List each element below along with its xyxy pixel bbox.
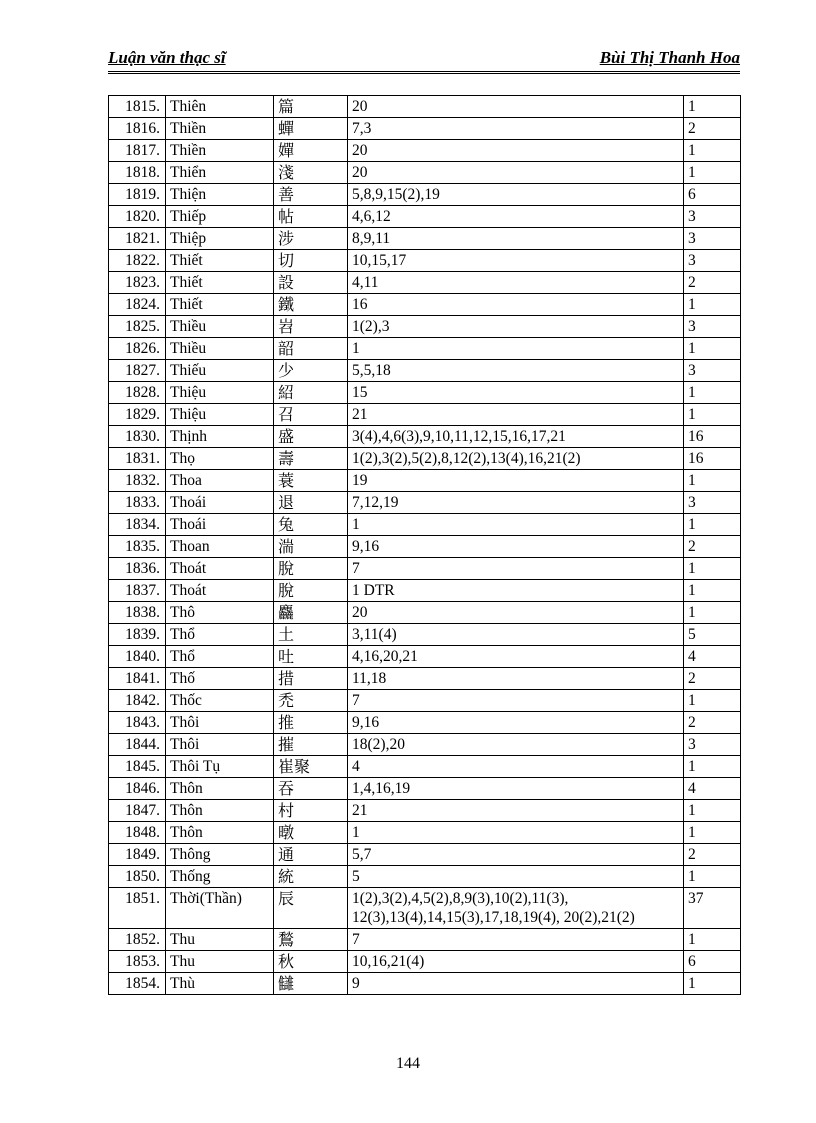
count-cell: 1 xyxy=(684,404,741,426)
row-number-cell: 1837. xyxy=(109,580,166,602)
references-cell: 11,18 xyxy=(348,668,684,690)
header-author-name: Bùi Thị Thanh Hoa xyxy=(599,48,740,67)
table-row xyxy=(109,294,741,316)
references-cell: 1 xyxy=(348,338,684,360)
count-cell: 6 xyxy=(684,184,741,206)
vietnamese-word-cell: Thu xyxy=(166,951,274,973)
vietnamese-word-cell: Thiên xyxy=(166,96,274,118)
references-cell: 15 xyxy=(348,382,684,404)
table-row xyxy=(109,800,741,822)
count-cell: 1 xyxy=(684,338,741,360)
vietnamese-word-cell: Thiền xyxy=(166,140,274,162)
vietnamese-word-cell: Thời(Thần) xyxy=(166,888,274,929)
table-body xyxy=(109,96,741,995)
vietnamese-word-cell: Thoát xyxy=(166,580,274,602)
table-row xyxy=(109,272,741,294)
han-character-cell: 脫 xyxy=(274,558,348,580)
references-cell: 5,5,18 xyxy=(348,360,684,382)
references-cell: 20 xyxy=(348,140,684,162)
table-row xyxy=(109,96,741,118)
han-character-cell: 通 xyxy=(274,844,348,866)
row-number-cell: 1831. xyxy=(109,448,166,470)
vietnamese-word-cell: Thiều xyxy=(166,316,274,338)
header-thesis-title: Luận văn thạc sĩ xyxy=(108,48,226,67)
vietnamese-word-cell: Thu xyxy=(166,929,274,951)
han-character-cell: 帖 xyxy=(274,206,348,228)
row-number-cell: 1836. xyxy=(109,558,166,580)
han-character-cell: 淺 xyxy=(274,162,348,184)
references-cell: 21 xyxy=(348,800,684,822)
table-row xyxy=(109,316,741,338)
row-number-cell: 1844. xyxy=(109,734,166,756)
count-cell: 16 xyxy=(684,426,741,448)
count-cell: 1 xyxy=(684,929,741,951)
han-character-cell: 秋 xyxy=(274,951,348,973)
references-cell: 10,16,21(4) xyxy=(348,951,684,973)
han-character-cell: 崔聚 xyxy=(274,756,348,778)
vietnamese-word-cell: Thiếu xyxy=(166,360,274,382)
table-row xyxy=(109,624,741,646)
han-character-cell: 退 xyxy=(274,492,348,514)
table-row xyxy=(109,360,741,382)
han-character-cell: 兔 xyxy=(274,514,348,536)
vietnamese-word-cell: Thiển xyxy=(166,162,274,184)
row-number-cell: 1838. xyxy=(109,602,166,624)
references-cell: 1(2),3 xyxy=(348,316,684,338)
references-cell: 1,4,16,19 xyxy=(348,778,684,800)
references-cell: 4,16,20,21 xyxy=(348,646,684,668)
vietnamese-word-cell: Thôi xyxy=(166,712,274,734)
row-number-cell: 1839. xyxy=(109,624,166,646)
han-character-cell: 切 xyxy=(274,250,348,272)
han-character-cell: 禿 xyxy=(274,690,348,712)
count-cell: 3 xyxy=(684,360,741,382)
han-character-cell: 湍 xyxy=(274,536,348,558)
count-cell: 1 xyxy=(684,973,741,995)
vietnamese-word-cell: Thiết xyxy=(166,250,274,272)
vietnamese-word-cell: Thiện xyxy=(166,184,274,206)
count-cell: 2 xyxy=(684,536,741,558)
count-cell: 3 xyxy=(684,250,741,272)
han-character-cell: 辰 xyxy=(274,888,348,929)
vietnamese-word-cell: Thôn xyxy=(166,778,274,800)
count-cell: 1 xyxy=(684,866,741,888)
han-character-cell: 韶 xyxy=(274,338,348,360)
row-number-cell: 1822. xyxy=(109,250,166,272)
row-number-cell: 1848. xyxy=(109,822,166,844)
references-cell: 7 xyxy=(348,558,684,580)
vietnamese-word-cell: Thoái xyxy=(166,492,274,514)
han-character-cell: 鶖 xyxy=(274,929,348,951)
vietnamese-word-cell: Thoát xyxy=(166,558,274,580)
han-character-cell: 鐵 xyxy=(274,294,348,316)
vietnamese-word-cell: Thổ xyxy=(166,646,274,668)
count-cell: 2 xyxy=(684,712,741,734)
row-number-cell: 1820. xyxy=(109,206,166,228)
han-character-cell: 岧 xyxy=(274,316,348,338)
count-cell: 1 xyxy=(684,382,741,404)
row-number-cell: 1833. xyxy=(109,492,166,514)
count-cell: 2 xyxy=(684,272,741,294)
table-row xyxy=(109,206,741,228)
count-cell: 4 xyxy=(684,778,741,800)
references-cell: 7,12,19 xyxy=(348,492,684,514)
vietnamese-word-cell: Thống xyxy=(166,866,274,888)
references-cell: 5,8,9,15(2),19 xyxy=(348,184,684,206)
han-character-cell: 土 xyxy=(274,624,348,646)
han-character-cell: 壽 xyxy=(274,448,348,470)
count-cell: 2 xyxy=(684,844,741,866)
word-frequency-table xyxy=(108,95,741,995)
row-number-cell: 1817. xyxy=(109,140,166,162)
table-row xyxy=(109,888,741,929)
han-character-cell: 設 xyxy=(274,272,348,294)
vietnamese-word-cell: Thiệp xyxy=(166,228,274,250)
vietnamese-word-cell: Thiết xyxy=(166,294,274,316)
vietnamese-word-cell: Thiệu xyxy=(166,382,274,404)
count-cell: 1 xyxy=(684,96,741,118)
row-number-cell: 1846. xyxy=(109,778,166,800)
references-cell: 5 xyxy=(348,866,684,888)
row-number-cell: 1827. xyxy=(109,360,166,382)
count-cell: 1 xyxy=(684,756,741,778)
count-cell: 2 xyxy=(684,668,741,690)
count-cell: 1 xyxy=(684,470,741,492)
table-row xyxy=(109,492,741,514)
row-number-cell: 1853. xyxy=(109,951,166,973)
han-character-cell: 吐 xyxy=(274,646,348,668)
han-character-cell: 吞 xyxy=(274,778,348,800)
row-number-cell: 1842. xyxy=(109,690,166,712)
han-character-cell: 蓑 xyxy=(274,470,348,492)
row-number-cell: 1818. xyxy=(109,162,166,184)
table-row xyxy=(109,646,741,668)
vietnamese-word-cell: Thoan xyxy=(166,536,274,558)
references-cell: 16 xyxy=(348,294,684,316)
row-number-cell: 1829. xyxy=(109,404,166,426)
table-row xyxy=(109,973,741,995)
row-number-cell: 1850. xyxy=(109,866,166,888)
references-cell: 10,15,17 xyxy=(348,250,684,272)
count-cell: 1 xyxy=(684,602,741,624)
row-number-cell: 1824. xyxy=(109,294,166,316)
count-cell: 1 xyxy=(684,580,741,602)
table-row xyxy=(109,580,741,602)
table-row xyxy=(109,162,741,184)
references-cell: 7 xyxy=(348,690,684,712)
han-character-cell: 盛 xyxy=(274,426,348,448)
table-row xyxy=(109,338,741,360)
row-number-cell: 1828. xyxy=(109,382,166,404)
table-row xyxy=(109,470,741,492)
vietnamese-word-cell: Thôi xyxy=(166,734,274,756)
count-cell: 2 xyxy=(684,118,741,140)
row-number-cell: 1816. xyxy=(109,118,166,140)
vietnamese-word-cell: Thọ xyxy=(166,448,274,470)
row-number-cell: 1835. xyxy=(109,536,166,558)
han-character-cell: 篇 xyxy=(274,96,348,118)
row-number-cell: 1851. xyxy=(109,888,166,929)
references-cell: 9,16 xyxy=(348,536,684,558)
table-row xyxy=(109,929,741,951)
references-cell: 7,3 xyxy=(348,118,684,140)
han-character-cell: 涉 xyxy=(274,228,348,250)
vietnamese-word-cell: Thô xyxy=(166,602,274,624)
han-character-cell: 蟬 xyxy=(274,118,348,140)
row-number-cell: 1849. xyxy=(109,844,166,866)
count-cell: 37 xyxy=(684,888,741,929)
count-cell: 1 xyxy=(684,140,741,162)
references-cell: 21 xyxy=(348,404,684,426)
row-number-cell: 1840. xyxy=(109,646,166,668)
references-cell: 19 xyxy=(348,470,684,492)
references-cell: 18(2),20 xyxy=(348,734,684,756)
table-row xyxy=(109,734,741,756)
row-number-cell: 1821. xyxy=(109,228,166,250)
han-character-cell: 摧 xyxy=(274,734,348,756)
table-row xyxy=(109,822,741,844)
count-cell: 16 xyxy=(684,448,741,470)
vietnamese-word-cell: Thôn xyxy=(166,822,274,844)
references-cell: 3(4),4,6(3),9,10,11,12,15,16,17,21 xyxy=(348,426,684,448)
table-row xyxy=(109,250,741,272)
references-cell: 3,11(4) xyxy=(348,624,684,646)
vietnamese-word-cell: Thù xyxy=(166,973,274,995)
references-cell: 5,7 xyxy=(348,844,684,866)
count-cell: 1 xyxy=(684,690,741,712)
han-character-cell: 統 xyxy=(274,866,348,888)
vietnamese-word-cell: Thổ xyxy=(166,624,274,646)
vietnamese-word-cell: Thôn xyxy=(166,800,274,822)
table-row xyxy=(109,756,741,778)
table-row xyxy=(109,844,741,866)
references-cell: 20 xyxy=(348,162,684,184)
vietnamese-word-cell: Thốc xyxy=(166,690,274,712)
references-cell: 20 xyxy=(348,96,684,118)
row-number-cell: 1832. xyxy=(109,470,166,492)
count-cell: 1 xyxy=(684,822,741,844)
row-number-cell: 1843. xyxy=(109,712,166,734)
vietnamese-word-cell: Thoa xyxy=(166,470,274,492)
table-row xyxy=(109,140,741,162)
row-number-cell: 1826. xyxy=(109,338,166,360)
row-number-cell: 1823. xyxy=(109,272,166,294)
page-header xyxy=(108,48,740,70)
references-cell: 4,11 xyxy=(348,272,684,294)
vietnamese-word-cell: Thiệu xyxy=(166,404,274,426)
references-cell: 8,9,11 xyxy=(348,228,684,250)
table-row xyxy=(109,668,741,690)
count-cell: 1 xyxy=(684,558,741,580)
han-character-cell: 善 xyxy=(274,184,348,206)
vietnamese-word-cell: Thôi Tụ xyxy=(166,756,274,778)
vietnamese-word-cell: Thiều xyxy=(166,338,274,360)
row-number-cell: 1845. xyxy=(109,756,166,778)
references-cell: 1(2),3(2),5(2),8,12(2),13(4),16,21(2) xyxy=(348,448,684,470)
references-cell: 4,6,12 xyxy=(348,206,684,228)
table-row xyxy=(109,514,741,536)
count-cell: 3 xyxy=(684,228,741,250)
table-row xyxy=(109,778,741,800)
table-row xyxy=(109,228,741,250)
table-row xyxy=(109,602,741,624)
table-row xyxy=(109,118,741,140)
table-row xyxy=(109,448,741,470)
row-number-cell: 1830. xyxy=(109,426,166,448)
vietnamese-word-cell: Thịnh xyxy=(166,426,274,448)
count-cell: 1 xyxy=(684,294,741,316)
table-row xyxy=(109,690,741,712)
references-cell: 20 xyxy=(348,602,684,624)
vietnamese-word-cell: Thoái xyxy=(166,514,274,536)
page-number: 144 xyxy=(396,1055,420,1072)
table-row xyxy=(109,426,741,448)
references-cell: 9 xyxy=(348,973,684,995)
han-character-cell: 脫 xyxy=(274,580,348,602)
row-number-cell: 1834. xyxy=(109,514,166,536)
count-cell: 5 xyxy=(684,624,741,646)
han-character-cell: 讎 xyxy=(274,973,348,995)
vietnamese-word-cell: Thiết xyxy=(166,272,274,294)
table-row xyxy=(109,404,741,426)
vietnamese-word-cell: Thông xyxy=(166,844,274,866)
table-row xyxy=(109,712,741,734)
references-cell: 1 xyxy=(348,514,684,536)
count-cell: 3 xyxy=(684,734,741,756)
count-cell: 4 xyxy=(684,646,741,668)
count-cell: 6 xyxy=(684,951,741,973)
row-number-cell: 1854. xyxy=(109,973,166,995)
references-cell: 1(2),3(2),4,5(2),8,9(3),10(2),11(3), 12(3),13(4),14,15(3),17,18,19(4), 20(2),21(2) xyxy=(348,888,684,929)
references-cell: 4 xyxy=(348,756,684,778)
table-row xyxy=(109,184,741,206)
references-cell: 1 DTR xyxy=(348,580,684,602)
row-number-cell: 1841. xyxy=(109,668,166,690)
han-character-cell: 麤 xyxy=(274,602,348,624)
vietnamese-word-cell: Thiếp xyxy=(166,206,274,228)
count-cell: 3 xyxy=(684,316,741,338)
row-number-cell: 1815. xyxy=(109,96,166,118)
references-cell: 1 xyxy=(348,822,684,844)
references-cell: 7 xyxy=(348,929,684,951)
han-character-cell: 召 xyxy=(274,404,348,426)
count-cell: 1 xyxy=(684,514,741,536)
table-row xyxy=(109,951,741,973)
count-cell: 1 xyxy=(684,800,741,822)
vietnamese-word-cell: Thiền xyxy=(166,118,274,140)
header-divider xyxy=(108,71,740,74)
table-row xyxy=(109,558,741,580)
vietnamese-word-cell: Thố xyxy=(166,668,274,690)
row-number-cell: 1847. xyxy=(109,800,166,822)
row-number-cell: 1819. xyxy=(109,184,166,206)
table-row xyxy=(109,866,741,888)
table-row xyxy=(109,382,741,404)
han-character-cell: 嬋 xyxy=(274,140,348,162)
references-cell: 9,16 xyxy=(348,712,684,734)
count-cell: 1 xyxy=(684,162,741,184)
han-character-cell: 措 xyxy=(274,668,348,690)
han-character-cell: 村 xyxy=(274,800,348,822)
table-row xyxy=(109,536,741,558)
count-cell: 3 xyxy=(684,206,741,228)
row-number-cell: 1852. xyxy=(109,929,166,951)
count-cell: 3 xyxy=(684,492,741,514)
han-character-cell: 少 xyxy=(274,360,348,382)
han-character-cell: 暾 xyxy=(274,822,348,844)
han-character-cell: 推 xyxy=(274,712,348,734)
row-number-cell: 1825. xyxy=(109,316,166,338)
han-character-cell: 紹 xyxy=(274,382,348,404)
